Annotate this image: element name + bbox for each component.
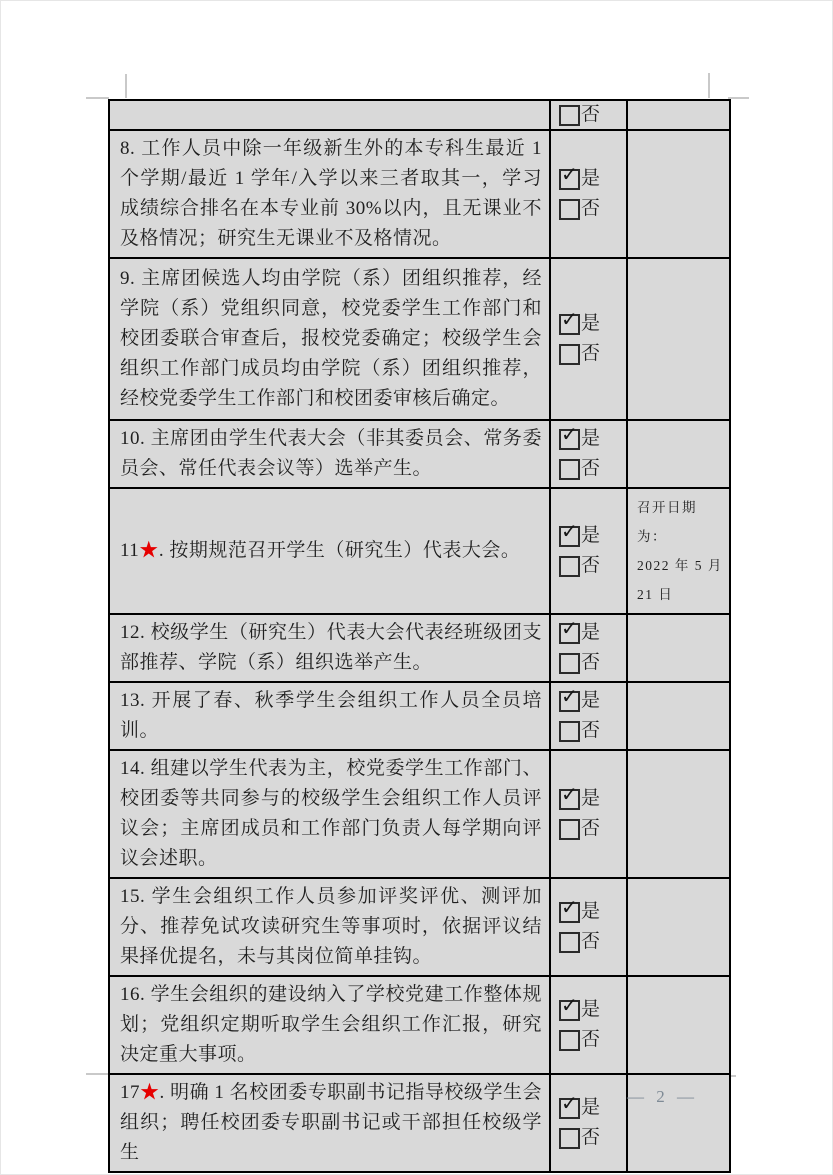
choice-stack	[559, 1090, 626, 1149]
item-number: 15	[120, 886, 140, 907]
remark-cell	[627, 420, 730, 488]
checkbox-yes[interactable]	[559, 161, 626, 190]
item-cell	[109, 100, 550, 130]
item-text: 组建以学生代表为主，校党委学生工作部门、校团委等共同参与的校级学生会组织工作人员评议会；主席团成员和工作部门负责人每学期向评议会述职。	[120, 758, 542, 869]
table-row	[109, 100, 730, 130]
item-text: 明确 1 名校团委专职副书记指导校级学生会组织；聘任校团委专职副书记或干部担任校级学生	[120, 1082, 542, 1163]
checkbox-yes[interactable]	[559, 306, 626, 335]
item-cell	[109, 488, 550, 614]
crop-mark-top-left-horizontal	[86, 97, 109, 99]
checkbox-no-icon	[559, 1030, 580, 1051]
item-number-suffix: .	[140, 428, 151, 449]
checkmark-icon: ✓	[561, 1090, 578, 1115]
checkbox-yes-icon	[559, 683, 580, 712]
choice-stack	[559, 683, 626, 742]
remark-line: 2022 年 5 月	[637, 558, 723, 573]
item-text: 开展了春、秋季学生会组织工作人员全员培训。	[120, 690, 542, 741]
answer-cell	[550, 878, 627, 976]
remark-line: 21 日	[637, 587, 674, 602]
remark-cell	[627, 682, 730, 750]
item-number-suffix: .	[140, 984, 151, 1005]
item-text: 校级学生（研究生）代表大会代表经班级团支部推荐、学院（系）组织选举产生。	[120, 622, 542, 673]
checkbox-yes-icon	[559, 306, 580, 335]
no-label: 否	[581, 104, 601, 125]
item-number-suffix: .	[140, 886, 152, 907]
remark-cell	[627, 130, 730, 258]
item-number: 10	[120, 428, 140, 449]
checkbox-yes-icon	[559, 1090, 580, 1119]
item-number: 17	[120, 1082, 140, 1103]
checkmark-icon: ✓	[561, 306, 578, 331]
yes-label: 是	[581, 313, 601, 334]
answer-cell	[550, 614, 627, 682]
answer-cell	[550, 130, 627, 258]
checkmark-icon: ✓	[561, 992, 578, 1017]
remark-cell	[627, 100, 730, 130]
checkbox-yes-icon	[559, 615, 580, 644]
checkbox-no-icon	[559, 721, 580, 742]
choice-stack	[559, 781, 626, 840]
answer-cell	[550, 750, 627, 878]
remark-cell	[627, 878, 730, 976]
star-icon: ★	[140, 1082, 160, 1103]
table-row	[109, 488, 730, 614]
answer-cell	[550, 1074, 627, 1172]
item-cell	[109, 750, 550, 878]
checkbox-no[interactable]	[559, 932, 626, 953]
checkbox-no[interactable]	[559, 721, 626, 742]
star-icon: ★	[139, 540, 159, 561]
yes-label: 是	[581, 428, 601, 449]
table-row	[109, 976, 730, 1074]
no-label: 否	[581, 818, 601, 839]
remark-cell	[627, 750, 730, 878]
checkbox-no-icon	[559, 819, 580, 840]
item-number: 9	[120, 268, 130, 289]
item-number-suffix: .	[159, 1082, 171, 1103]
checkbox-yes[interactable]	[559, 615, 626, 644]
yes-label: 是	[581, 999, 601, 1020]
remark-cell	[627, 976, 730, 1074]
checkbox-no[interactable]	[559, 199, 626, 220]
table-row	[109, 878, 730, 976]
no-label: 否	[581, 652, 601, 673]
yes-label: 是	[581, 788, 601, 809]
table-clip-region	[108, 99, 729, 1163]
choice-stack	[559, 518, 626, 577]
no-label: 否	[581, 931, 601, 952]
no-label: 否	[581, 198, 601, 219]
checkbox-no-icon	[559, 105, 580, 126]
item-cell	[109, 976, 550, 1074]
no-label: 否	[581, 1127, 601, 1148]
table-row	[109, 614, 730, 682]
checkbox-no[interactable]	[559, 819, 626, 840]
yes-label: 是	[581, 901, 601, 922]
checkbox-yes[interactable]	[559, 894, 626, 923]
answer-cell	[550, 420, 627, 488]
checkbox-yes-icon	[559, 992, 580, 1021]
item-number-suffix: .	[130, 268, 142, 289]
item-cell	[109, 614, 550, 682]
item-number: 11	[120, 540, 140, 561]
checkbox-no-icon	[559, 653, 580, 674]
checkbox-no[interactable]	[559, 556, 626, 577]
table-row	[109, 750, 730, 878]
item-number-suffix: .	[140, 690, 152, 711]
item-number: 12	[120, 622, 140, 643]
checkmark-icon: ✓	[561, 683, 578, 708]
assessment-table-body	[109, 100, 730, 1172]
checkbox-yes[interactable]	[559, 421, 626, 450]
checkbox-no-icon	[559, 1128, 580, 1149]
item-number: 16	[120, 984, 140, 1005]
checkbox-yes-icon	[559, 421, 580, 450]
answer-cell	[550, 100, 627, 130]
yes-label: 是	[581, 1097, 601, 1118]
no-label: 否	[581, 343, 601, 364]
checkmark-icon: ✓	[561, 161, 578, 186]
answer-cell	[550, 976, 627, 1074]
crop-mark-top-right-vertical	[708, 73, 710, 98]
checkbox-yes-icon	[559, 518, 580, 547]
checkmark-icon: ✓	[561, 421, 578, 446]
checkbox-no-icon	[559, 199, 580, 220]
yes-label: 是	[581, 622, 601, 643]
item-number: 14	[120, 758, 140, 779]
item-number-suffix: .	[140, 622, 151, 643]
no-label: 否	[581, 720, 601, 741]
yes-label: 是	[581, 690, 601, 711]
yes-label: 是	[581, 168, 601, 189]
choice-stack	[559, 161, 626, 220]
remark-cell	[627, 258, 730, 420]
choice-stack	[559, 306, 626, 365]
item-cell	[109, 878, 550, 976]
item-text: 学生会组织的建设纳入了学校党建工作整体规划；党组织定期听取学生会组织工作汇报，研究决定重大事项。	[120, 984, 542, 1065]
checkmark-icon: ✓	[561, 615, 578, 640]
item-number-suffix: .	[140, 758, 151, 779]
checkbox-no[interactable]	[559, 105, 626, 126]
checkmark-icon: ✓	[561, 894, 578, 919]
table-row	[109, 130, 730, 258]
checkbox-no-icon	[559, 459, 580, 480]
crop-mark-top-left-vertical	[125, 74, 127, 98]
item-number-suffix: .	[130, 138, 142, 159]
page-number: — 2 —	[627, 1087, 696, 1106]
checkbox-no-icon	[559, 932, 580, 953]
choice-stack	[559, 421, 626, 480]
checkbox-yes[interactable]	[559, 781, 626, 810]
checkbox-no[interactable]	[559, 653, 626, 674]
item-text: 学生会组织工作人员参加评奖评优、测评加分、推荐免试攻读研究生等事项时，依据评议结果择优提名，未与其岗位简单挂钩。	[120, 886, 542, 967]
choice-stack	[559, 615, 626, 674]
no-label: 否	[581, 1029, 601, 1050]
item-text: 主席团候选人均由学院（系）团组织推荐，经学院（系）党组织同意，校党委学生工作部门和校团委联合审查后，报校党委确定；校级学生会组织工作部门成员均由学院（系）团组织推荐，经校党委学生工作部门和校团委审核后确定。	[120, 268, 542, 409]
item-cell	[109, 682, 550, 750]
answer-cell	[550, 258, 627, 420]
item-text: 主席团由学生代表大会（非其委员会、常务委员会、常任代表会议等）选举产生。	[120, 428, 542, 479]
table-row	[109, 682, 730, 750]
checkbox-no[interactable]	[559, 1128, 626, 1149]
crop-mark-top-right-horizontal	[728, 97, 749, 99]
answer-cell	[550, 682, 627, 750]
checkbox-yes-icon	[559, 781, 580, 810]
item-number: 13	[120, 690, 140, 711]
checkbox-yes[interactable]	[559, 683, 626, 712]
yes-label: 是	[581, 525, 601, 546]
item-cell	[109, 1074, 550, 1172]
checkbox-no[interactable]	[559, 459, 626, 480]
remark-cell	[627, 488, 730, 614]
choice-stack	[559, 992, 626, 1051]
answer-cell	[550, 488, 627, 614]
item-cell	[109, 258, 550, 420]
item-number-suffix: .	[158, 540, 170, 561]
checkbox-no[interactable]	[559, 344, 626, 365]
checkmark-icon: ✓	[561, 518, 578, 543]
checkbox-yes[interactable]	[559, 518, 626, 547]
item-cell	[109, 130, 550, 258]
checkbox-yes[interactable]	[559, 1090, 626, 1119]
item-text: 按期规范召开学生（研究生）代表大会。	[169, 540, 521, 561]
no-label: 否	[581, 555, 601, 576]
checkmark-icon: ✓	[561, 781, 578, 806]
table-row	[109, 258, 730, 420]
checkbox-yes[interactable]	[559, 992, 626, 1021]
item-cell	[109, 420, 550, 488]
item-text: 工作人员中除一年级新生外的本专科生最近 1 个学期/最近 1 学年/入学以来三者取其一，学习成绩综合排名在本专业前 30%以内，且无课业不及格情况；研究生无课业不及格情况。	[120, 138, 542, 249]
choice-stack	[559, 894, 626, 953]
checkbox-yes-icon	[559, 161, 580, 190]
remark-line: 召开日期为：	[637, 500, 697, 544]
checkbox-no-icon	[559, 344, 580, 365]
checkbox-yes-icon	[559, 894, 580, 923]
assessment-table	[108, 99, 731, 1173]
no-label: 否	[581, 458, 601, 479]
checkbox-no[interactable]	[559, 1030, 626, 1051]
checkbox-no-icon	[559, 556, 580, 577]
item-number: 8	[120, 138, 130, 159]
remark-cell	[627, 614, 730, 682]
table-row	[109, 420, 730, 488]
choice-stack	[559, 105, 626, 126]
